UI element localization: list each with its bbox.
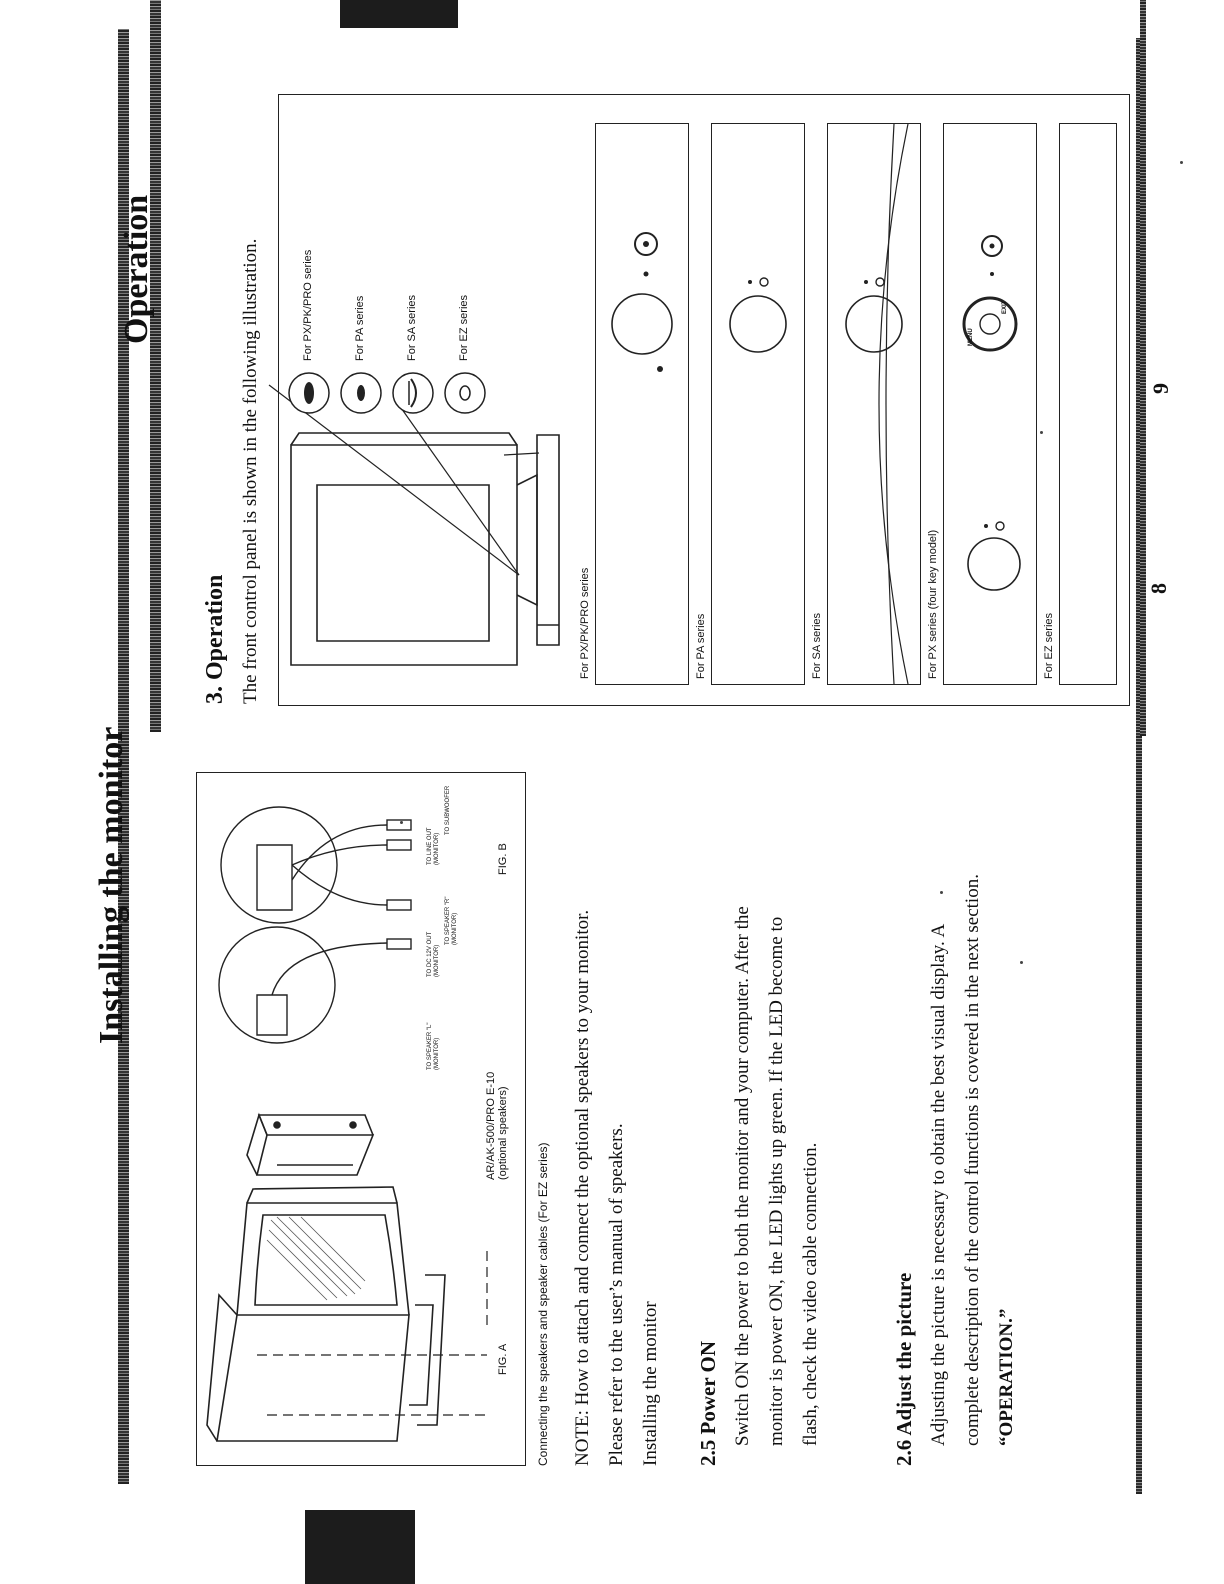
power-on-heading: 2.5 Power ON: [696, 1340, 720, 1466]
note-line3: Installing the monitor: [640, 1301, 661, 1466]
power-on-line2: monitor is power ON, the LED lights up green. If the LED become to: [766, 916, 787, 1446]
jack-label-line-out: TO LINE OUT (MONITOR): [427, 827, 440, 865]
left-edge-tab: [305, 1510, 415, 1584]
panel-px-four-key: [943, 123, 1037, 685]
scan-speck: [1180, 161, 1183, 164]
right-header-bar: [150, 0, 161, 732]
right-page-title: Operation: [118, 194, 155, 344]
four-key-controls: [944, 124, 1036, 684]
adjust-picture-line3: “OPERATION.”: [996, 1308, 1017, 1446]
right-page-number: 9: [1148, 383, 1173, 394]
note-line2: Please refer to the user’s manual of speakers.: [606, 1123, 627, 1466]
panel-pa: [711, 123, 805, 685]
fig-a-label: FIG. A: [497, 1343, 509, 1375]
jack-label-subwoofer: TO SUBWOOFER: [445, 785, 451, 835]
scan-speck: [1020, 961, 1023, 964]
four-key-menu-label: MENU: [968, 328, 974, 346]
operation-intro: The front control panel is shown in the following illustration.: [240, 238, 261, 704]
adjust-picture-paragraph: [922, 874, 1024, 1446]
panel-label-sa: For SA series: [811, 612, 823, 679]
px-button-cluster-icon: [287, 371, 331, 415]
fig-a-drawing: [197, 773, 525, 1465]
adjust-picture-heading: 2.6 Adjust the picture: [892, 1272, 916, 1466]
pa-panel-controls: [712, 124, 804, 684]
sa-panel-controls: [828, 124, 920, 684]
left-page-number: 8: [1146, 583, 1171, 594]
front-panel-illustration-box: [278, 94, 1130, 706]
panel-label-ez: For EZ series: [1043, 612, 1055, 679]
px-panel-controls: [596, 124, 688, 684]
sa-button-icon: [391, 371, 435, 415]
figure-caption: Connecting the speakers and speaker cables (For EZ series): [536, 1142, 550, 1466]
scan-speck: [400, 821, 403, 824]
callout-label-sa: For SA series: [406, 294, 418, 361]
scan-speck: [940, 891, 943, 894]
speaker-model-label: [485, 1072, 509, 1180]
scan-speck: [1040, 431, 1043, 434]
monitor-drawing: [279, 425, 579, 685]
jack-label-speaker-r: TO SPEAKER "R" (MONITOR): [445, 896, 458, 945]
note-paragraph: [566, 910, 668, 1466]
panel-label-px-pk-pro: For PX/PK/PRO series: [579, 567, 591, 679]
note-line1: NOTE: How to attach and connect the optional speakers to your monitor.: [572, 909, 593, 1466]
callout-label-pa: For PA series: [354, 295, 366, 361]
panel-px-pk-pro: [595, 123, 689, 685]
panel-ez: [1059, 123, 1117, 685]
ez-button-icon: [443, 371, 487, 415]
speaker-figure-box: [196, 772, 526, 1466]
power-on-line1: Switch ON the power to both the monitor and your computer. After the: [732, 906, 753, 1446]
right-edge-tab: [340, 0, 458, 28]
pa-button-icon: [339, 371, 383, 415]
callout-label-px-pk-pro: For PX/PK/PRO series: [302, 249, 314, 361]
panel-label-px-four-key: For PX series (four key model): [927, 529, 939, 679]
power-on-paragraph: [726, 906, 828, 1446]
panel-sa: [827, 123, 921, 685]
panel-label-pa: For PA series: [695, 613, 707, 679]
adjust-picture-line1: Adjusting the picture is necessary to obtain the best visual display. A: [928, 923, 949, 1446]
operation-section-heading: 3. Operation: [202, 574, 228, 704]
speaker-model-line2: (optional speakers): [497, 1086, 509, 1180]
four-key-exit-label: EXIT: [1002, 300, 1008, 314]
power-on-line3: flash, check the video cable connection.: [800, 1142, 821, 1446]
jack-label-speaker-l: TO SPEAKER "L" (MONITOR): [427, 1022, 440, 1070]
left-page-title: Installing the monitor: [93, 726, 130, 1044]
speaker-model-line1: AR/AK-500/PRO E-10: [485, 1071, 497, 1180]
fig-b-label: FIG. B: [497, 843, 509, 875]
jack-label-dc-12v: TO DC 12V OUT (MONITOR): [427, 931, 440, 977]
right-footer-bar: [1140, 0, 1146, 736]
adjust-picture-line2: complete description of the control functions is covered in the next section.: [962, 874, 983, 1446]
callout-label-ez: For EZ series: [458, 294, 470, 361]
